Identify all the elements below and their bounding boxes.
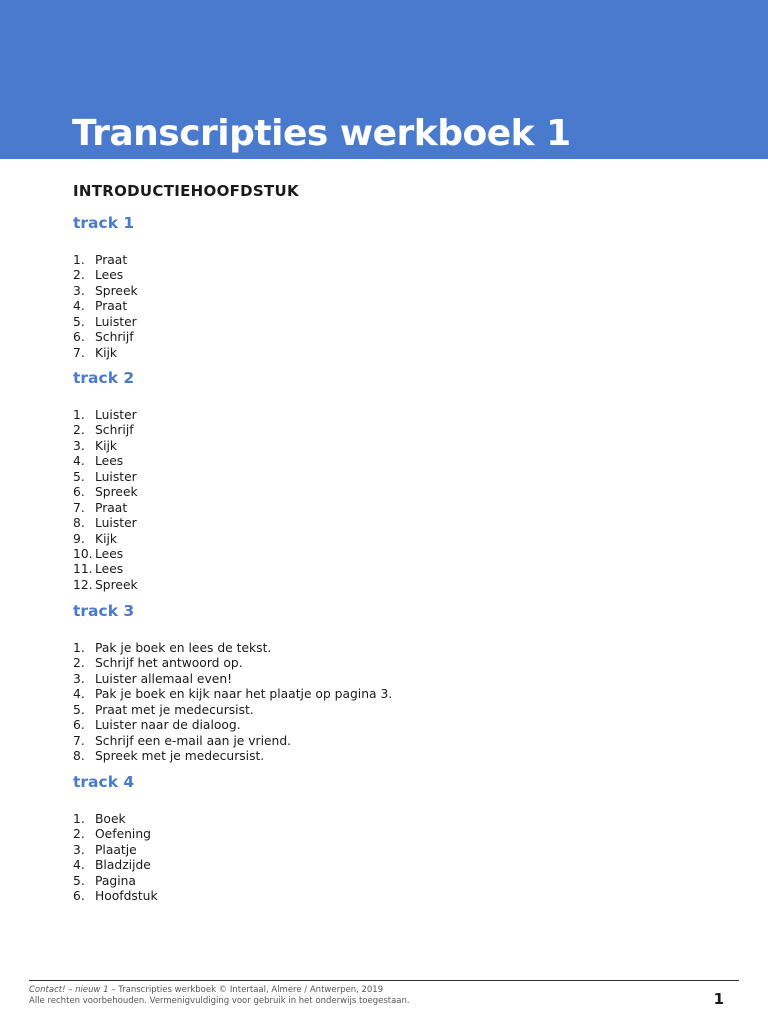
- list-item-number: 1.: [73, 253, 85, 267]
- list-item-text: Oefening: [95, 827, 151, 842]
- list-item-text: Pagina: [95, 873, 136, 888]
- list-item-text: Spreek met je medecursist.: [95, 749, 265, 764]
- list-item: [73, 578, 138, 593]
- list-item: [73, 687, 392, 702]
- list-item-number: 4.: [73, 858, 85, 873]
- footer-book-title: Contact! – nieuw 1: [29, 985, 109, 995]
- list-item-text: Luister: [95, 469, 137, 484]
- list-item: [73, 874, 158, 889]
- list-item: [73, 315, 138, 330]
- list-item: [73, 532, 138, 547]
- list-item-number: 6.: [73, 889, 85, 904]
- footer-copyright: [29, 985, 410, 996]
- list-item-text: Luister: [95, 516, 137, 531]
- list-item-text: Praat met je medecursist.: [95, 702, 254, 717]
- track-list: [73, 641, 392, 765]
- list-item-text: Hoofdstuk: [95, 889, 158, 904]
- list-item-text: Schrijf: [95, 330, 134, 345]
- list-item-text: Praat: [95, 299, 128, 314]
- list-item: [73, 843, 158, 858]
- list-item-number: 2.: [73, 423, 85, 438]
- list-item-text: Praat: [95, 500, 128, 515]
- track-list: [73, 253, 138, 361]
- list-item: [73, 562, 138, 577]
- list-item: [73, 703, 392, 718]
- list-item: [73, 501, 138, 516]
- list-item-number: 1.: [73, 408, 85, 422]
- list-item-number: 7.: [73, 500, 85, 515]
- list-item: [73, 749, 392, 764]
- chapter-heading: INTRODUCTIEHOOFDSTUK: [73, 182, 299, 200]
- list-item-text: Boek: [95, 812, 126, 826]
- list-item: [73, 268, 138, 283]
- list-item-text: Lees: [95, 268, 124, 283]
- footer: [29, 985, 410, 1007]
- list-item-text: Bladzijde: [95, 858, 151, 873]
- list-item-number: 3.: [73, 283, 85, 298]
- footer-rights: Alle rechten voorbehouden. Vermenigvuldiging voor gebruik in het onderwijs toegestaan.: [29, 996, 410, 1006]
- list-item: [73, 299, 138, 314]
- list-item-number: 3.: [73, 671, 85, 686]
- list-item-number: 6.: [73, 718, 85, 733]
- track-heading: track 4: [73, 773, 135, 791]
- list-item: [73, 889, 158, 904]
- list-item-number: 8.: [73, 516, 85, 531]
- list-item-text: Lees: [95, 546, 124, 561]
- list-item: [73, 656, 392, 671]
- page-title: Transcripties werkboek 1: [72, 113, 571, 154]
- list-item-text: Pak je boek en kijk naar het plaatje op pagina 3.: [95, 687, 393, 702]
- track-heading: track 3: [73, 602, 135, 620]
- list-item-text: Luister: [95, 408, 137, 422]
- track-section: [73, 771, 158, 905]
- list-item-text: Lees: [95, 562, 124, 577]
- list-item-number: 1.: [73, 641, 85, 655]
- list-item-number: 2.: [73, 656, 85, 671]
- list-item-number: 9.: [73, 531, 85, 546]
- track-section: [73, 600, 392, 765]
- list-item-number: 8.: [73, 749, 85, 764]
- footer-divider: [29, 980, 739, 981]
- list-item-number: 7.: [73, 345, 85, 360]
- list-item-text: Spreek: [95, 283, 138, 298]
- list-item-text: Pak je boek en lees de tekst.: [95, 641, 272, 655]
- list-item: [73, 253, 138, 268]
- list-item: [73, 516, 138, 531]
- list-item-text: Kijk: [95, 345, 118, 360]
- list-item-number: 5.: [73, 873, 85, 888]
- list-item-number: 11.: [73, 562, 93, 577]
- list-item: [73, 454, 138, 469]
- list-item: [73, 827, 158, 842]
- list-item-number: 1.: [73, 812, 85, 826]
- list-item-number: 4.: [73, 454, 85, 469]
- list-item-text: Luister naar de dialoog.: [95, 718, 241, 733]
- list-item-number: 5.: [73, 469, 85, 484]
- list-item-number: 6.: [73, 485, 85, 500]
- list-item-text: Schrijf: [95, 423, 134, 438]
- list-item-number: 7.: [73, 733, 85, 748]
- list-item-number: 12.: [73, 577, 93, 592]
- list-item-number: 3.: [73, 438, 85, 453]
- list-item: [73, 718, 392, 733]
- list-item: [73, 284, 138, 299]
- list-item-number: 4.: [73, 299, 85, 314]
- list-item-number: 4.: [73, 687, 85, 702]
- list-item-number: 2.: [73, 268, 85, 283]
- list-item-number: 5.: [73, 314, 85, 329]
- list-item: [73, 812, 158, 827]
- list-item: [73, 858, 158, 873]
- list-item-text: Schrijf een e-mail aan je vriend.: [95, 733, 292, 748]
- list-item: [73, 423, 138, 438]
- track-heading: track 1: [73, 214, 135, 232]
- list-item-number: 2.: [73, 827, 85, 842]
- page-number: 1: [713, 990, 724, 1008]
- list-item: [73, 330, 138, 345]
- list-item: [73, 408, 138, 423]
- list-item: [73, 470, 138, 485]
- list-item-number: 6.: [73, 330, 85, 345]
- list-item-text: Luister: [95, 314, 137, 329]
- list-item-text: Spreek: [95, 577, 138, 592]
- list-item-text: Plaatje: [95, 842, 137, 857]
- list-item: [73, 439, 138, 454]
- track-list: [73, 408, 138, 593]
- footer-copyright-text: – Transcripties werkboek © Intertaal, Almere / Antwerpen, 2019: [108, 985, 384, 995]
- list-item-text: Luister allemaal even!: [95, 671, 233, 686]
- list-item-text: Kijk: [95, 531, 118, 546]
- list-item-text: Praat: [95, 253, 128, 267]
- list-item-number: 5.: [73, 702, 85, 717]
- list-item: [73, 641, 392, 656]
- list-item-text: Spreek: [95, 485, 138, 500]
- list-item: [73, 672, 392, 687]
- list-item-text: Schrijf het antwoord op.: [95, 656, 243, 671]
- list-item: [73, 734, 392, 749]
- list-item: [73, 547, 138, 562]
- track-section: [73, 367, 138, 593]
- track-list: [73, 812, 158, 905]
- list-item-number: 3.: [73, 842, 85, 857]
- list-item: [73, 346, 138, 361]
- track-section: [73, 212, 138, 361]
- list-item-text: Lees: [95, 454, 124, 469]
- list-item-text: Kijk: [95, 438, 118, 453]
- title-banner: [0, 0, 768, 159]
- list-item-number: 10.: [73, 546, 93, 561]
- list-item: [73, 485, 138, 500]
- track-heading: track 2: [73, 369, 135, 387]
